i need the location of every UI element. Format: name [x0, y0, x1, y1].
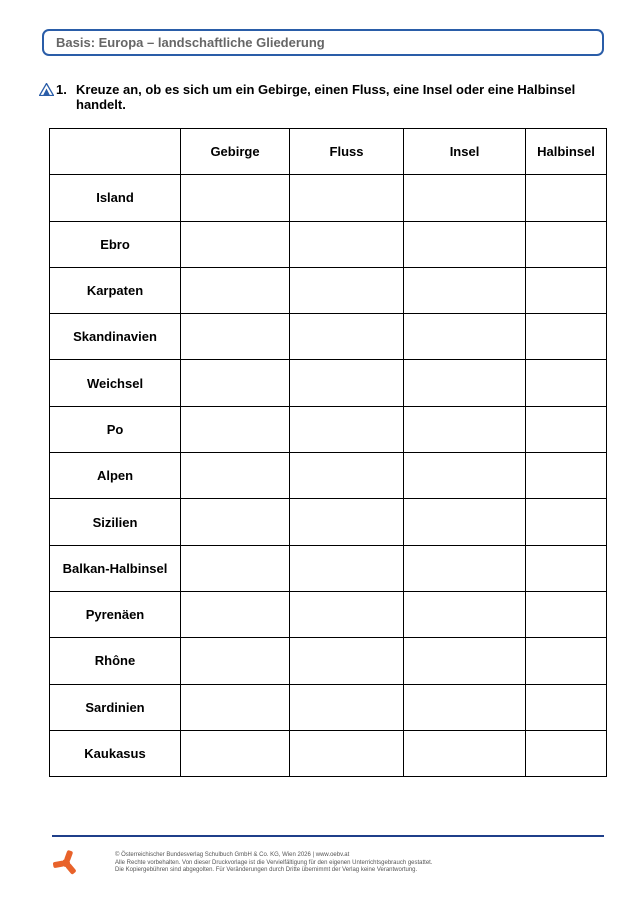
row-label: Island	[50, 175, 181, 221]
column-header-fluss: Fluss	[290, 129, 404, 175]
header-box	[42, 29, 604, 56]
row-label: Weichsel	[50, 360, 181, 406]
answer-cell[interactable]	[526, 221, 607, 267]
answer-cell[interactable]	[404, 267, 526, 313]
task-number: 1.	[56, 82, 67, 97]
row-label: Balkan-Halbinsel	[50, 545, 181, 591]
table-row	[50, 591, 607, 637]
table-row	[50, 730, 607, 776]
answer-cell[interactable]	[404, 453, 526, 499]
oebv-logo	[52, 848, 80, 878]
task-text: Kreuze an, ob es sich um ein Gebirge, einen Fluss, eine Insel oder eine Halbinsel handelt.	[76, 82, 576, 112]
table-row	[50, 499, 607, 545]
answer-cell[interactable]	[290, 545, 404, 591]
answer-cell[interactable]	[404, 221, 526, 267]
answer-cell[interactable]	[526, 638, 607, 684]
answer-cell[interactable]	[181, 499, 290, 545]
answer-cell[interactable]	[404, 499, 526, 545]
answer-cell[interactable]	[181, 221, 290, 267]
answer-cell[interactable]	[526, 406, 607, 452]
row-label: Kaukasus	[50, 730, 181, 776]
answer-cell[interactable]	[290, 314, 404, 360]
answer-cell[interactable]	[404, 545, 526, 591]
answer-cell[interactable]	[404, 638, 526, 684]
footer-copyright	[115, 852, 595, 875]
table-row	[50, 175, 607, 221]
footer-line-1: © Österreichischer Bundesverlag Schulbuch GmbH & Co. KG, Wien 2026 | www.oebv.at	[115, 852, 350, 858]
answer-cell[interactable]	[181, 591, 290, 637]
footer-divider	[52, 835, 604, 837]
answer-cell[interactable]	[290, 591, 404, 637]
column-header-gebirge: Gebirge	[181, 129, 290, 175]
table-row	[50, 406, 607, 452]
row-label: Ebro	[50, 221, 181, 267]
answer-cell[interactable]	[290, 360, 404, 406]
table-row	[50, 267, 607, 313]
answer-cell[interactable]	[404, 360, 526, 406]
row-label: Sizilien	[50, 499, 181, 545]
column-header-blank	[50, 129, 181, 175]
answer-cell[interactable]	[290, 684, 404, 730]
table-row	[50, 684, 607, 730]
answer-cell[interactable]	[290, 730, 404, 776]
page-title: Basis: Europa – landschaftliche Gliederung	[56, 35, 325, 50]
column-header-insel: Insel	[404, 129, 526, 175]
table-row	[50, 545, 607, 591]
answer-cell[interactable]	[290, 406, 404, 452]
table-row	[50, 638, 607, 684]
answer-cell[interactable]	[181, 360, 290, 406]
row-label: Po	[50, 406, 181, 452]
answer-cell[interactable]	[290, 267, 404, 313]
answer-cell[interactable]	[404, 314, 526, 360]
answer-cell[interactable]	[404, 175, 526, 221]
row-label: Pyrenäen	[50, 591, 181, 637]
table-row	[50, 453, 607, 499]
answer-cell[interactable]	[526, 545, 607, 591]
answer-cell[interactable]	[181, 545, 290, 591]
table-row	[50, 360, 607, 406]
mountain-triangle-icon	[39, 83, 54, 96]
row-label: Karpaten	[50, 267, 181, 313]
row-label: Skandinavien	[50, 314, 181, 360]
answer-cell[interactable]	[526, 360, 607, 406]
answer-cell[interactable]	[290, 175, 404, 221]
answer-cell[interactable]	[526, 267, 607, 313]
answer-cell[interactable]	[290, 453, 404, 499]
answer-cell[interactable]	[404, 406, 526, 452]
answer-cell[interactable]	[181, 684, 290, 730]
row-label: Sardinien	[50, 684, 181, 730]
table-row	[50, 314, 607, 360]
answer-cell[interactable]	[290, 638, 404, 684]
row-label: Alpen	[50, 453, 181, 499]
answer-cell[interactable]	[181, 406, 290, 452]
answer-cell[interactable]	[526, 591, 607, 637]
answer-cell[interactable]	[526, 175, 607, 221]
answer-cell[interactable]	[181, 267, 290, 313]
answer-cell[interactable]	[526, 684, 607, 730]
answer-cell[interactable]	[181, 175, 290, 221]
table-row	[50, 221, 607, 267]
footer-line-3: Die Kopiergebühren sind abgegolten. Für Veränderungen durch Dritte übernimmt der Verlag keine Verantwortung.	[115, 867, 418, 873]
row-label: Rhône	[50, 638, 181, 684]
table-header-row	[50, 129, 607, 175]
column-header-halbinsel: Halbinsel	[526, 129, 607, 175]
answer-cell[interactable]	[526, 730, 607, 776]
answer-cell[interactable]	[290, 221, 404, 267]
answer-cell[interactable]	[181, 314, 290, 360]
answer-cell[interactable]	[404, 684, 526, 730]
answer-cell[interactable]	[526, 314, 607, 360]
answer-table	[49, 128, 607, 777]
answer-cell[interactable]	[181, 730, 290, 776]
answer-cell[interactable]	[526, 499, 607, 545]
answer-cell[interactable]	[290, 499, 404, 545]
answer-cell[interactable]	[404, 591, 526, 637]
answer-cell[interactable]	[526, 453, 607, 499]
answer-cell[interactable]	[404, 730, 526, 776]
footer-line-2: Alle Rechte vorbehalten. Von dieser Druckvorlage ist die Vervielfältigung für den eigenen Unterrichtsgebrauch gestattet.	[115, 859, 433, 866]
answer-cell[interactable]	[181, 453, 290, 499]
answer-cell[interactable]	[181, 638, 290, 684]
